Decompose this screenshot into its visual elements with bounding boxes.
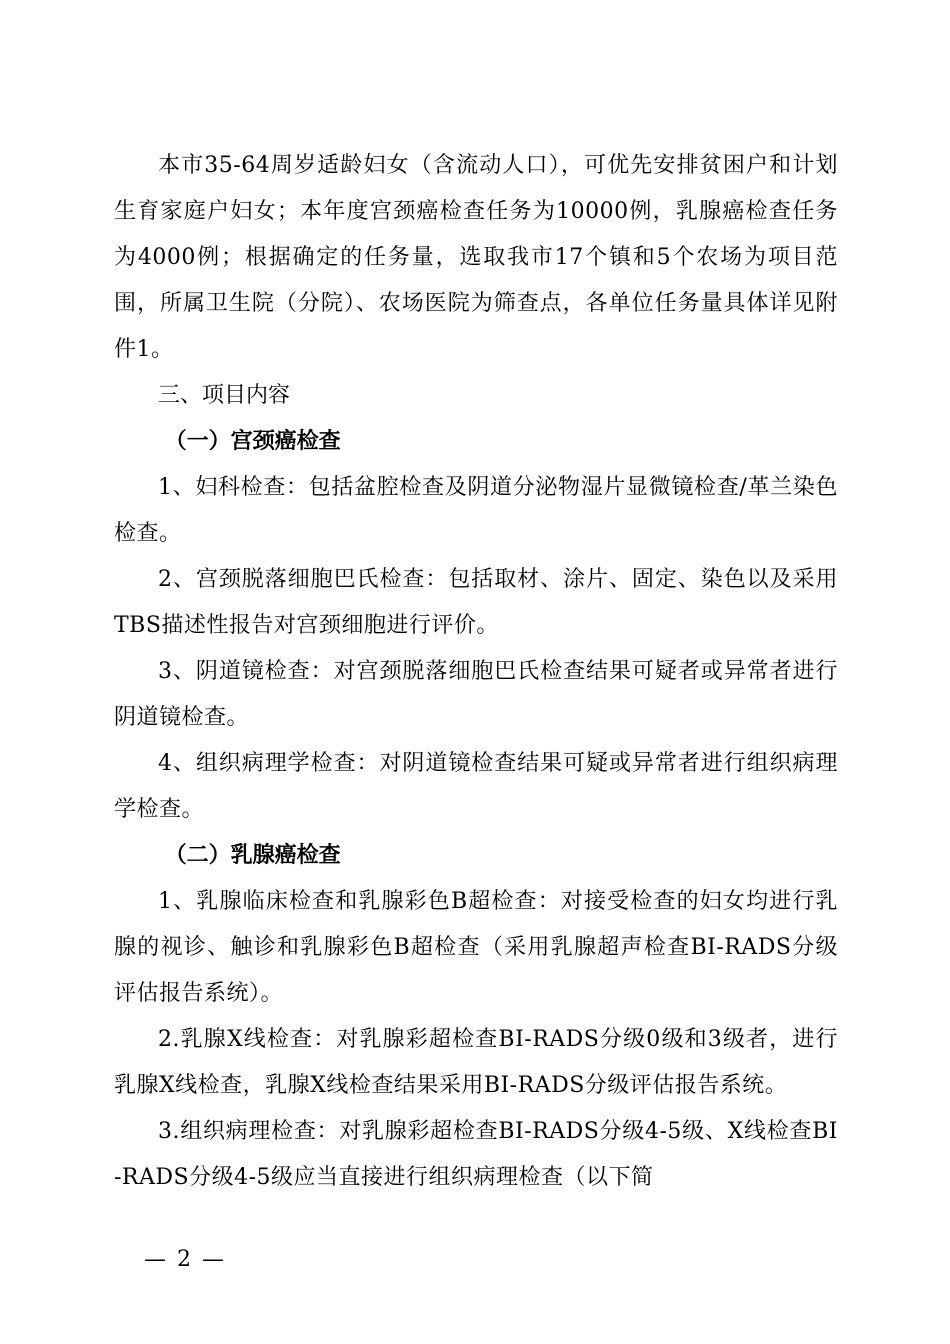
paragraph-colposcopy: 3、阴道镜检查：对宫颈脱落细胞巴氏检查结果可疑者或异常者进行阴道镜检查。	[114, 659, 838, 730]
subheading-breast-cancer: （二）乳腺癌检查	[164, 843, 341, 868]
paragraph-gynecological-exam: 1、妇科检查：包括盆腔检查及阴道分泌物湿片显微镜检查/革兰染色检查。	[114, 475, 838, 546]
paragraph-breast-xray: 2.乳腺X线检查：对乳腺彩超检查BI-RADS分级0级和3级者，进行乳腺X线检查，乳腺X线检查结果采用BI-RADS分级评估报告系统。	[114, 1027, 838, 1098]
paragraph-histopathology: 4、组织病理学检查：对阴道镜检查结果可疑或异常者进行组织病理学检查。	[114, 751, 838, 822]
section-heading-project-content: 三、项目内容	[158, 383, 291, 408]
paragraph-target-population: 本市35-64周岁适龄妇女（含流动人口），可优先安排贫困户和计划生育家庭户妇女；本年度宫颈癌检查任务为10000例，乳腺癌检查任务为4000例；根据确定的任务量，选取我市17个镇和5个农场为项目范围，所属卫生院（分院）、农场医院为筛查点，各单位任务量具体详见附件1。	[114, 153, 838, 362]
subheading-cervical-cancer: （一）宫颈癌检查	[164, 429, 341, 454]
document-body	[114, 143, 838, 1201]
paragraph-breast-pathology: 3.组织病理检查：对乳腺彩超检查BI-RADS分级4-5级、X线检查BI-RADS分级4-5级应当直接进行组织病理检查（以下简	[114, 1119, 838, 1190]
page-number: — 2 —	[144, 1247, 226, 1272]
paragraph-pap-smear: 2、宫颈脱落细胞巴氏检查：包括取材、涂片、固定、染色以及采用TBS描述性报告对宫颈细胞进行评价。	[114, 567, 838, 638]
paragraph-breast-ultrasound: 1、乳腺临床检查和乳腺彩色B超检查：对接受检查的妇女均进行乳腺的视诊、触诊和乳腺彩色B超检查（采用乳腺超声检查BI-RADS分级评估报告系统）。	[114, 889, 838, 1006]
